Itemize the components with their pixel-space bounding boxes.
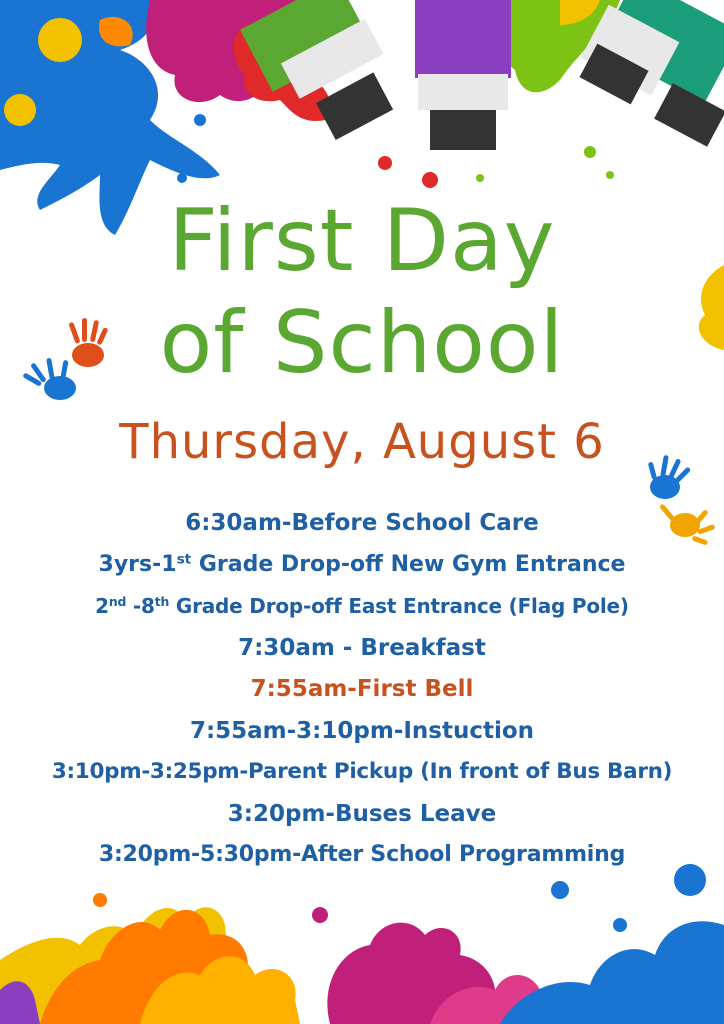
paint-tube-icon — [415, 0, 511, 150]
paint-tube-icon — [579, 0, 724, 147]
schedule-item-breakfast: 7:30am - Breakfast — [238, 634, 486, 661]
event-date: Thursday, August 6 — [119, 414, 605, 470]
schedule-item-before-school-care: 6:30am-Before School Care — [185, 510, 539, 536]
schedule-item-drop-off-gym: 3yrs-1st Grade Drop-off New Gym Entrance — [98, 551, 626, 577]
schedule-item-instruction: 7:55am-3:10pm-Instuction — [189, 717, 535, 744]
schedule-item-after-school: 3:20pm-5:30pm-After School Programming — [98, 842, 626, 867]
schedule-list — [0, 505, 724, 879]
paint-splatter-icon — [0, 864, 724, 1024]
schedule-item-buses-leave: 3:20pm-Buses Leave — [227, 800, 497, 827]
schedule-item-parent-pickup: 3:10pm-3:25pm-Parent Pickup (In front of Bus Barn) — [51, 759, 673, 784]
page-title-line-1: First Day — [168, 191, 556, 291]
schedule-item-first-bell: 7:55am-First Bell — [250, 676, 474, 702]
schedule-item-drop-off-east: 2nd -8th Grade Drop-off East Entrance (Flag Pole) — [95, 594, 629, 618]
page-title-line-2: of School — [159, 293, 565, 393]
